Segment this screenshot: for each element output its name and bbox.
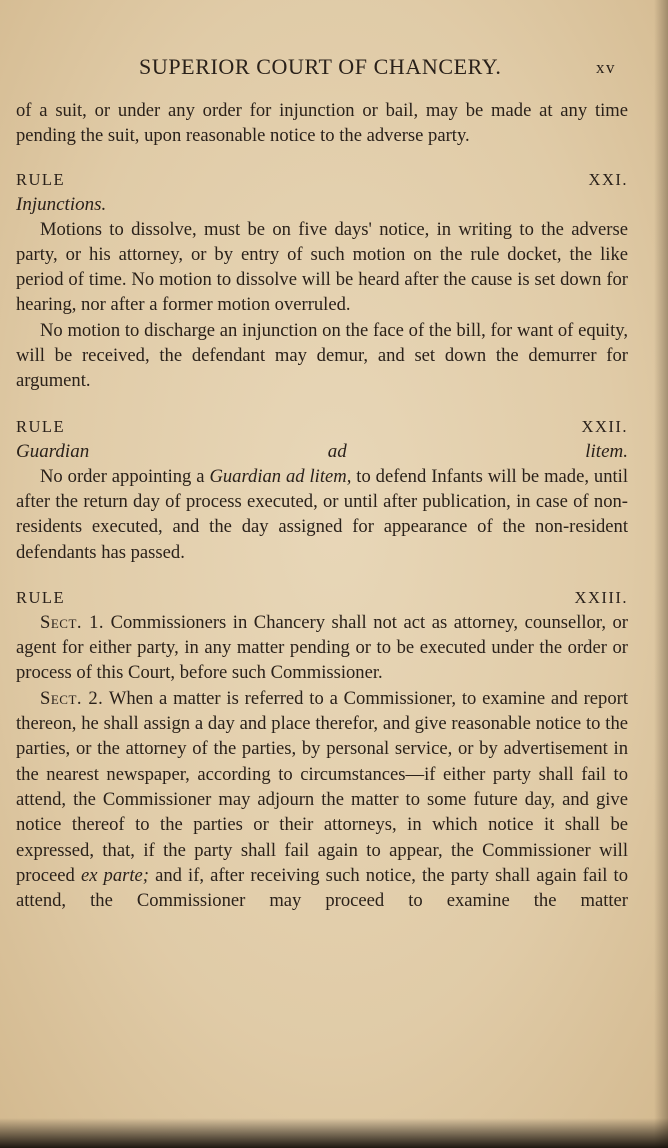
body-text <box>16 98 628 913</box>
rule-23-section-1 <box>16 610 628 686</box>
section-2-italic-term: ex parte; <box>80 864 149 886</box>
page-edge-shadow <box>654 0 668 1148</box>
section-1-label: Sect. 1. <box>40 611 105 633</box>
rule-21-paragraph-2: No motion to discharge an injunction on the face of the bill, for want of equity, will be received, the defendant may demur, and set down the demurrer for argument. <box>16 319 628 392</box>
running-head <box>0 54 668 84</box>
rule-21-subheading: Injunctions. <box>16 193 107 215</box>
section-2-text-b: and if, after receiving such notice, the party shall again fail to attend, the Commissioner may proceed to examine the matter <box>16 864 628 912</box>
rule-22-subheading: Guardian ad litem. <box>16 440 628 462</box>
rule-22-text-after: to defend Infants will be made, until after the return day of process executed, or until after publication, in case of non-residents executed, and the day assigned for appearance of the non-resident defendants has passed. <box>16 465 629 563</box>
continuation-paragraph: of a suit, or under any order for injunction or bail, may be made at any time pending the suit, upon reasonable notice to the adverse party. <box>16 100 628 147</box>
section-2-label: Sect. 2. <box>40 687 104 709</box>
rule-23-section-2 <box>16 686 628 914</box>
section-1-text: Commissioners in Chancery shall not act as attorney, counsellor, or agent for either party, in any matter pending or to be executed under the order or process of this Court, before such Commissioner. <box>16 611 628 684</box>
page-number: xv <box>596 58 616 77</box>
scan-bottom-edge <box>0 1118 668 1148</box>
rule-21-heading: RULE XXI. <box>16 169 628 189</box>
rule-21-paragraph-1: Motions to dissolve, must be on five days' notice, in writing to the adverse party, or his attorney, or by entry of such motion on the rule docket, the like period of time. No motion to dissolve will be heard after the cause is set down for hearing, nor after a former motion overruled. <box>16 218 628 316</box>
section-2-text-a: When a matter is referred to a Commissioner, to examine and report thereon, he shall assign a day and place therefor, and give reasonable notice to the parties, or the attorney of the parties, by personal service, or by advertisement in the nearest newspaper, according to circumstances—if either party shall fail to attend, the Commissioner may adjourn the matter to some future day, and give notice thereof to the parties or their attorneys, in which notice it shall be expressed, that, if the party shall fail again to appear, the Commissioner will proceed <box>16 687 629 886</box>
rule-22-italic-term: Guardian ad litem, <box>209 465 352 487</box>
rule-23-heading: RULE XXIII. <box>16 587 628 607</box>
rule-22-paragraph <box>16 464 628 565</box>
rule-22-text-before: No order appointing a <box>40 465 205 487</box>
rule-22-heading: RULE XXII. <box>16 416 628 436</box>
running-title: SUPERIOR COURT OF CHANCERY. <box>139 54 502 79</box>
